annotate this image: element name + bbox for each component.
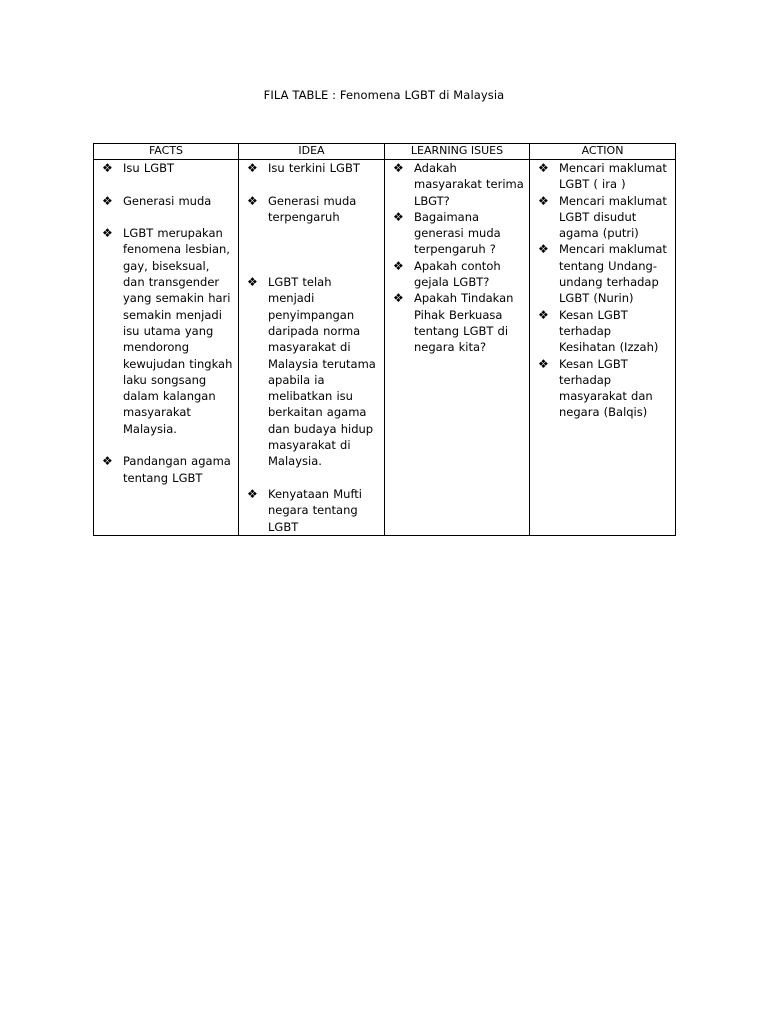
learning-issues-cell: [385, 160, 530, 536]
diamond-bullet-icon: ❖: [393, 258, 404, 273]
idea-cell: [239, 160, 385, 536]
learning-issue-text: Adakah masyarakat terima LBGT?: [414, 161, 524, 208]
document-title: FILA TABLE : Fenomena LGBT di Malaysia: [263, 88, 505, 102]
list-item: [535, 193, 671, 242]
learning-issues-list: [390, 160, 525, 356]
idea-item-text: LGBT telah menjadi penyimpangan daripada norma masyarakat di Malaysia terutama apabila ia melibatkan isu berkaitan agama dan budaya hidup masyarakat di Malaysia.: [268, 275, 376, 469]
list-item: [244, 486, 380, 535]
diamond-bullet-icon: ❖: [393, 209, 404, 224]
action-item-text: Mencari maklumat tentang Undang- undang terhadap LGBT (Nurin): [559, 242, 667, 306]
facts-item-text: Isu LGBT: [123, 161, 175, 175]
action-item-text: Kesan LGBT terhadap Kesihatan (Izzah): [559, 307, 659, 355]
action-list: [535, 160, 671, 421]
learning-issue-text: Bagaimana generasi muda terpengaruh ?: [414, 209, 501, 257]
diamond-bullet-icon: ❖: [102, 226, 113, 241]
diamond-bullet-icon: ❖: [247, 193, 258, 208]
list-item: [535, 356, 671, 421]
list-item: [535, 241, 671, 306]
diamond-bullet-icon: ❖: [538, 307, 549, 322]
list-item: [99, 193, 234, 209]
diamond-bullet-icon: ❖: [538, 193, 549, 208]
header-learning-issues: LEARNING ISUES: [385, 144, 530, 160]
header-facts: FACTS: [94, 144, 239, 160]
facts-item-text: LGBT merupakan fenomena lesbian, gay, biseksual, dan transgender yang semakin hari semakin menjadi isu utama yang mendorong kewujudan tingkah laku songsang dalam kalangan masyarakat Malaysia.: [123, 226, 233, 436]
header-idea: IDEA: [239, 144, 385, 160]
facts-item-text: Pandangan agama tentang LGBT: [123, 454, 231, 485]
list-item: [535, 307, 671, 356]
diamond-bullet-icon: ❖: [102, 454, 113, 469]
diamond-bullet-icon: ❖: [102, 193, 113, 208]
diamond-bullet-icon: ❖: [393, 291, 404, 306]
list-item: [99, 453, 234, 486]
learning-issue-text: Apakah contoh gejala LGBT?: [414, 258, 501, 290]
diamond-bullet-icon: ❖: [538, 356, 549, 371]
diamond-bullet-icon: ❖: [538, 242, 549, 257]
diamond-bullet-icon: ❖: [247, 486, 258, 501]
list-item: [535, 160, 671, 193]
fila-table: [93, 143, 676, 536]
idea-list: [244, 160, 380, 535]
facts-cell: [94, 160, 239, 536]
diamond-bullet-icon: ❖: [247, 275, 258, 290]
facts-list: [99, 160, 234, 486]
diamond-bullet-icon: ❖: [538, 161, 549, 175]
facts-item-text: Generasi muda: [123, 193, 212, 208]
list-item: [390, 209, 525, 258]
list-item: [390, 290, 525, 355]
header-action: ACTION: [530, 144, 676, 160]
list-item: [390, 258, 525, 291]
idea-item-text: Generasi muda terpengaruh: [268, 193, 357, 224]
table-row: [94, 160, 676, 536]
action-item-text: Mencari maklumat LGBT ( ira ): [559, 161, 667, 192]
list-item: [390, 160, 525, 209]
list-item: [244, 193, 380, 226]
diamond-bullet-icon: ❖: [393, 161, 404, 175]
diamond-bullet-icon: ❖: [102, 161, 113, 175]
diamond-bullet-icon: ❖: [247, 161, 258, 175]
learning-issue-text: Apakah Tindakan Pihak Berkuasa tentang LGBT di negara kita?: [414, 291, 514, 355]
idea-item-text: Kenyataan Mufti negara tentang LGBT: [268, 486, 362, 534]
list-item: [99, 160, 234, 176]
list-item: [99, 225, 234, 437]
action-item-text: Mencari maklumat LGBT disudut agama (putri): [559, 193, 667, 241]
action-item-text: Kesan LGBT terhadap masyarakat dan negara (Balqis): [559, 356, 653, 420]
list-item: [244, 274, 380, 470]
action-cell: [530, 160, 676, 536]
list-item: [244, 160, 380, 176]
idea-item-text: Isu terkini LGBT: [268, 161, 360, 175]
table-header-row: [94, 144, 676, 160]
